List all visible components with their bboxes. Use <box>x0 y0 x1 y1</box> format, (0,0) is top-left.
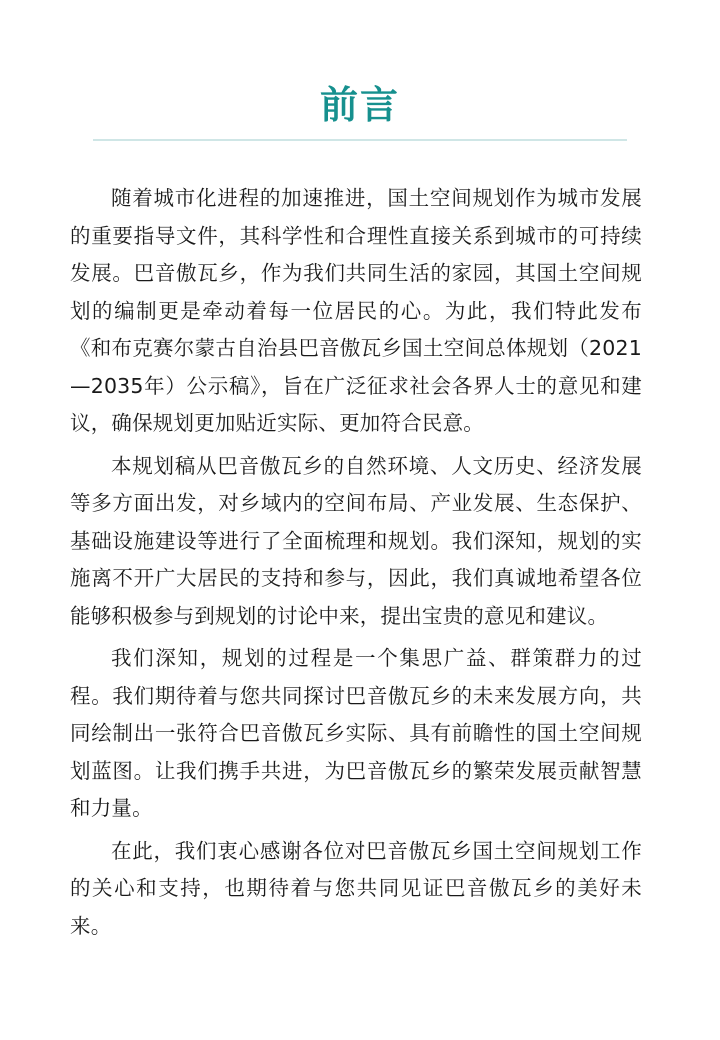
paragraph-4: 在此，我们衷心感谢各位对巴音傲瓦乡国土空间规划工作的关心和支持，也期待着与您共同见证巴音傲瓦乡的美好未来。 <box>70 838 642 938</box>
paragraph-2: 本规划稿从巴音傲瓦乡的自然环境、人文历史、经济发展等多方面出发，对乡域内的空间布局、产业发展、生态保护、基础设施建设等进行了全面梳理和规划。我们深知，规划的实施离不开广大居民的支持和参与，因此，我们真诚地希望各位能够积极参与到规划的讨论中来，提出宝贵的意见和建议。 <box>70 453 642 628</box>
title-divider <box>93 139 627 141</box>
paragraph-1: 随着城市化进程的加速推进，国土空间规划作为城市发展的重要指导文件，其科学性和合理性直接关系到城市的可持续发展。巴音傲瓦乡，作为我们共同生活的家园，其国土空间规划的编制更是牵动着每一位居民的心。为此，我们特此发布《和布克赛尔蒙古自治县巴音傲瓦乡国土空间总体规划（2021—2035年）公示稿》，旨在广泛征求社会各界人士的意见和建议，确保规划更加贴近实际、更加符合民意。 <box>70 186 642 435</box>
document-body <box>70 180 642 950</box>
page-title: 前言 <box>319 83 400 127</box>
paragraph-3: 我们深知，规划的过程是一个集思广益、群策群力的过程。我们期待着与您共同探讨巴音傲瓦乡的未来发展方向，共同绘制出一张符合巴音傲瓦乡实际、具有前瞻性的国土空间规划蓝图。让我们携手共进，为巴音傲瓦乡的繁荣发展贡献智慧和力量。 <box>70 646 642 820</box>
